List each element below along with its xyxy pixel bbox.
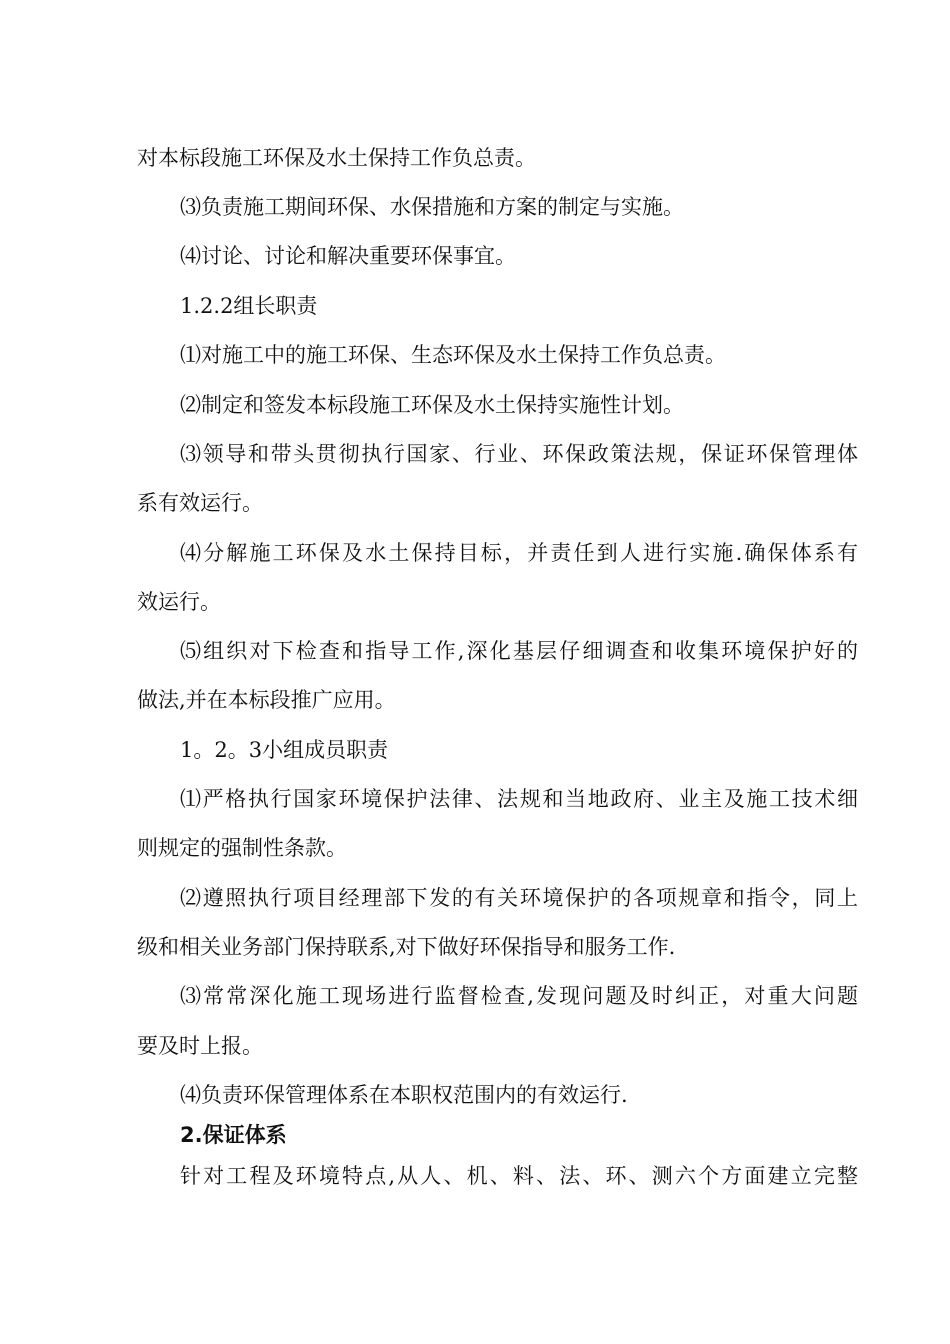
paragraph-line: ⑵遵照执行项目经理部下发的有关环境保护的各项规章和指令，同上 (180, 886, 858, 910)
paragraph-line: 系有效运行。 (137, 491, 263, 515)
paragraph-line: 做法,并在本标段推广应用。 (137, 688, 396, 712)
paragraph-line: ⑶负责施工期间环保、水保措施和方案的制定与实施。 (180, 195, 684, 219)
section-heading-bold: 2.保证体系 (180, 1123, 287, 1147)
paragraph-line: 则规定的强制性条款。 (137, 836, 347, 860)
paragraph-line: 效运行。 (137, 590, 221, 614)
paragraph-line: ⑴严格执行国家环境保护法律、法规和当地政府、业主及施工技术细 (180, 787, 858, 811)
paragraph-line: ⑷分解施工环保及水土保持目标，并责任到人进行实施.确保体系有 (180, 541, 858, 565)
paragraph-line: ⑶领导和带头贯彻执行国家、行业、环保政策法规，保证环保管理体 (180, 442, 858, 466)
paragraph-line: 针对工程及环境特点,从人、机、料、法、环、测六个方面建立完整 (180, 1164, 858, 1188)
paragraph-line: ⑶常常深化施工现场进行监督检查,发现问题及时纠正，对重大问题 (180, 984, 858, 1008)
section-heading: 1。2。3小组成员职责 (180, 738, 389, 762)
paragraph-line: ⑷负责环保管理体系在本职权范围内的有效运行. (180, 1083, 628, 1107)
section-heading: 1.2.2组长职责 (180, 294, 318, 318)
paragraph-line: ⑵制定和签发本标段施工环保及水土保持实施性计划。 (180, 393, 684, 417)
paragraph-line: 对本标段施工环保及水土保持工作负总责。 (137, 146, 536, 170)
paragraph-line: ⑷讨论、讨论和解决重要环保事宜。 (180, 244, 516, 268)
paragraph-line: ⑸组织对下检查和指导工作,深化基层仔细调查和收集环境保护好的 (180, 639, 858, 663)
paragraph-line: 级和相关业务部门保持联系,对下做好环保指导和服务工作. (137, 935, 676, 959)
paragraph-line: 要及时上报。 (137, 1034, 263, 1058)
paragraph-line: ⑴对施工中的施工环保、生态环保及水土保持工作负总责。 (180, 343, 726, 367)
